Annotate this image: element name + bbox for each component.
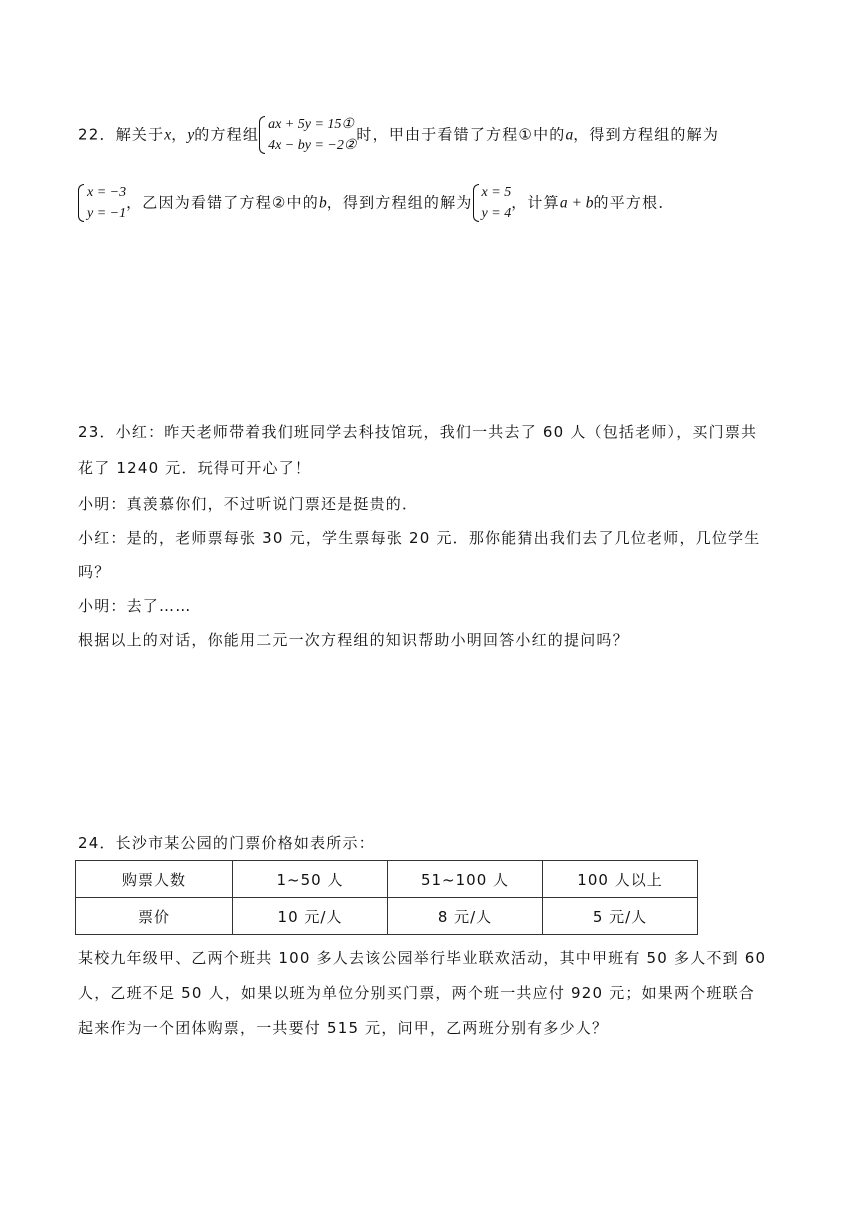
q24-line-3: 起来作为一个团体购票，一共要付 515 元，问甲，乙两班分别有多少人？ xyxy=(78,1019,609,1037)
solution-2-x: x = 5 xyxy=(481,185,512,200)
math-var: b xyxy=(318,194,327,212)
ticket-price-table xyxy=(75,860,698,935)
table-header-row xyxy=(76,861,698,898)
q22-text: 时，甲由于看错了方程①中的 xyxy=(356,125,566,144)
q22-text: 的平方根． xyxy=(593,193,675,212)
table-cell: 5 元/人 xyxy=(543,898,698,935)
q23-line-7: 根据以上的对话，你能用二元一次方程组的知识帮助小明回答小红的提问吗？ xyxy=(78,631,629,649)
q23-line-6: 小明：去了…… xyxy=(78,597,192,615)
table-cell: 100 人以上 xyxy=(543,861,698,898)
q22-line-2 xyxy=(78,182,675,224)
q22-text: ，计算 xyxy=(511,193,560,212)
math-expression: a + b xyxy=(559,194,594,212)
solution-1-y: y = −1 xyxy=(87,206,127,221)
math-var: x xyxy=(164,126,172,144)
q22-text: ，得到方程组的解为 xyxy=(326,193,473,212)
equation-2: 4x − by = −2② xyxy=(268,138,357,153)
equation-system xyxy=(259,114,356,156)
question-number: 22． xyxy=(78,125,116,144)
q23-line-3: 小明：真羡慕你们，不过听说门票还是挺贵的． xyxy=(78,495,419,513)
q22-text: 的方程组 xyxy=(194,125,260,144)
q24-line-1: 某校九年级甲、乙两个班共 100 多人去该公园举行毕业联欢活动，其中甲班有 50 多人不到 60 xyxy=(78,949,767,967)
solution-1-x: x = −3 xyxy=(87,185,127,200)
table-cell: 8 元/人 xyxy=(388,898,543,935)
table-cell: 1~50 人 xyxy=(233,861,388,898)
q22-text: ，得到方程组的解为 xyxy=(573,125,720,144)
solution-1 xyxy=(78,182,126,224)
q22-text: ，乙因为看错了方程②中的 xyxy=(126,193,319,212)
q23-line-1: 23．小红：昨天老师带着我们班同学去科技馆玩，我们一共去了 60 人（包括老师），买门票共 xyxy=(78,423,758,441)
q24-title: 24．长沙市某公园的门票价格如表所示： xyxy=(78,834,375,852)
q23-line-5: 吗？ xyxy=(78,563,111,581)
q22-text: 解关于 xyxy=(115,125,165,144)
table-cell: 51~100 人 xyxy=(388,861,543,898)
table-cell: 票价 xyxy=(76,898,233,935)
math-var: a xyxy=(565,126,574,144)
q24-line-2: 人，乙班不足 50 人，如果以班为单位分别买门票，两个班一共应付 920 元；如果两个班联合 xyxy=(78,984,755,1002)
equation-1: ax + 5y = 15① xyxy=(268,117,354,132)
q23-line-2: 花了 1240 元．玩得可开心了！ xyxy=(78,459,312,477)
table-cell: 购票人数 xyxy=(76,861,233,898)
solution-2-y: y = 4 xyxy=(481,206,512,221)
table-cell: 10 元/人 xyxy=(233,898,388,935)
q23-line-4: 小红：是的，老师票每张 30 元，学生票每张 20 元．那你能猜出我们去了几位老师，几位学生 xyxy=(78,529,761,547)
q22-text: ， xyxy=(171,125,188,144)
table-row xyxy=(76,898,698,935)
solution-2 xyxy=(473,182,512,224)
math-var: y xyxy=(187,126,195,144)
q22-line-1 xyxy=(78,114,719,156)
